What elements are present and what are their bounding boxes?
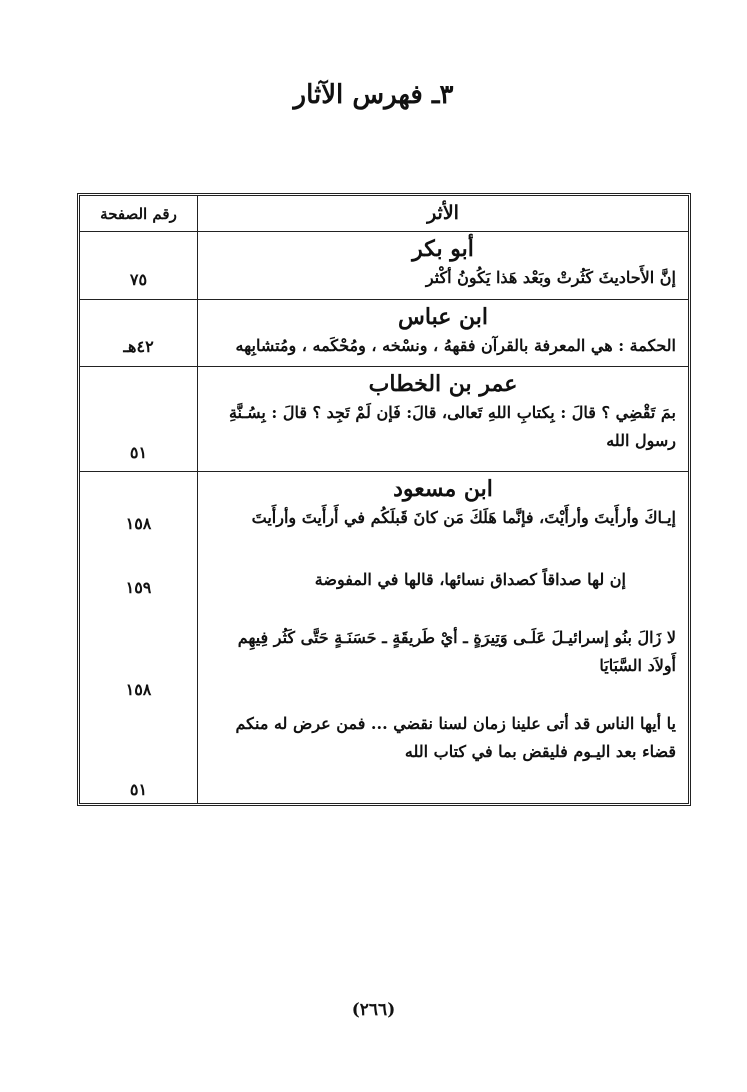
page-number: ٥١	[129, 780, 148, 799]
page-cell	[80, 300, 197, 366]
group-row-umar	[80, 367, 688, 472]
companion-name: ابن مسعود	[393, 476, 493, 502]
athar-entry: الحكمة : هي المعرفة بالقرآن فقههُ ، ونسْخه ، ومُحْكَمه ، ومُتشابِهه	[235, 336, 676, 355]
page-number: ١٥٨	[125, 680, 152, 699]
athar-entry: إنَّ الأَحاديثَ كَثُرتْ وبَعْد هَذا يَكُونُ أكْثر	[425, 268, 676, 287]
athar-entry: إيـاكَ وأرأَيتَ وأرأَيْتَ، فإنَّما هَلَكَ مَن كانَ قَبلَكُم في أَرأَيتَ وأرأَيتَ	[251, 508, 676, 527]
companion-name: أبو بكر	[412, 236, 474, 262]
athar-entry: لا زَالَ بنُو إسرائيـلَ عَلَـى وَتِيرَةٍ ـ أيْ طَريقَةٍ ـ حَسَنَـةٍ حَتَّى كَثُر فِيهِم أَولاَد السَّبَايَا	[237, 628, 676, 675]
page-number: ١٥٨	[125, 514, 152, 533]
group-content	[197, 367, 688, 471]
table-header-row	[80, 196, 688, 232]
page-cell	[80, 232, 197, 299]
page-number: ٥١	[129, 443, 148, 462]
group-row-ibn-abbas	[80, 300, 688, 367]
page-title: ٣ـ فهرس الآثار	[293, 80, 454, 110]
athar-index-table	[77, 193, 691, 806]
athar-entry: يا أيها الناس قد أتى علينا زمان لسنا نقضي ... فمن عرض له منكم قضاء بعد اليـوم فليقض بما في كتاب الله	[235, 714, 676, 761]
header-page-number: رقم الصفحة	[100, 204, 177, 223]
group-row-abu-bakr	[80, 232, 688, 300]
page-number: ١٥٩	[125, 578, 152, 597]
athar-entry: بمَ تَقْضِي ؟ قالَ : بِكتابِ اللهِ تَعالى، قالَ: فَإن لَمْ تَجِد ؟ قالَ : بِسُـنَّةِ رسول الله	[228, 403, 676, 450]
group-content	[197, 472, 688, 803]
group-row-ibn-masud	[80, 472, 688, 803]
page-number: ٧٥	[129, 270, 148, 289]
page-cell	[80, 367, 197, 471]
page-number: ٤٢هـ	[123, 337, 154, 356]
companion-name: ابن عباس	[398, 304, 488, 330]
header-athar: الأثر	[197, 196, 688, 231]
footer-page-number: (٢٦٦)	[351, 1000, 396, 1020]
group-content	[197, 300, 688, 366]
page-cell	[80, 472, 197, 803]
companion-name: عمر بن الخطاب	[368, 371, 518, 397]
group-content	[197, 232, 688, 299]
athar-entry: إن لها صداقاً كصداق نسائها، قالها في المفوضة	[314, 570, 626, 589]
